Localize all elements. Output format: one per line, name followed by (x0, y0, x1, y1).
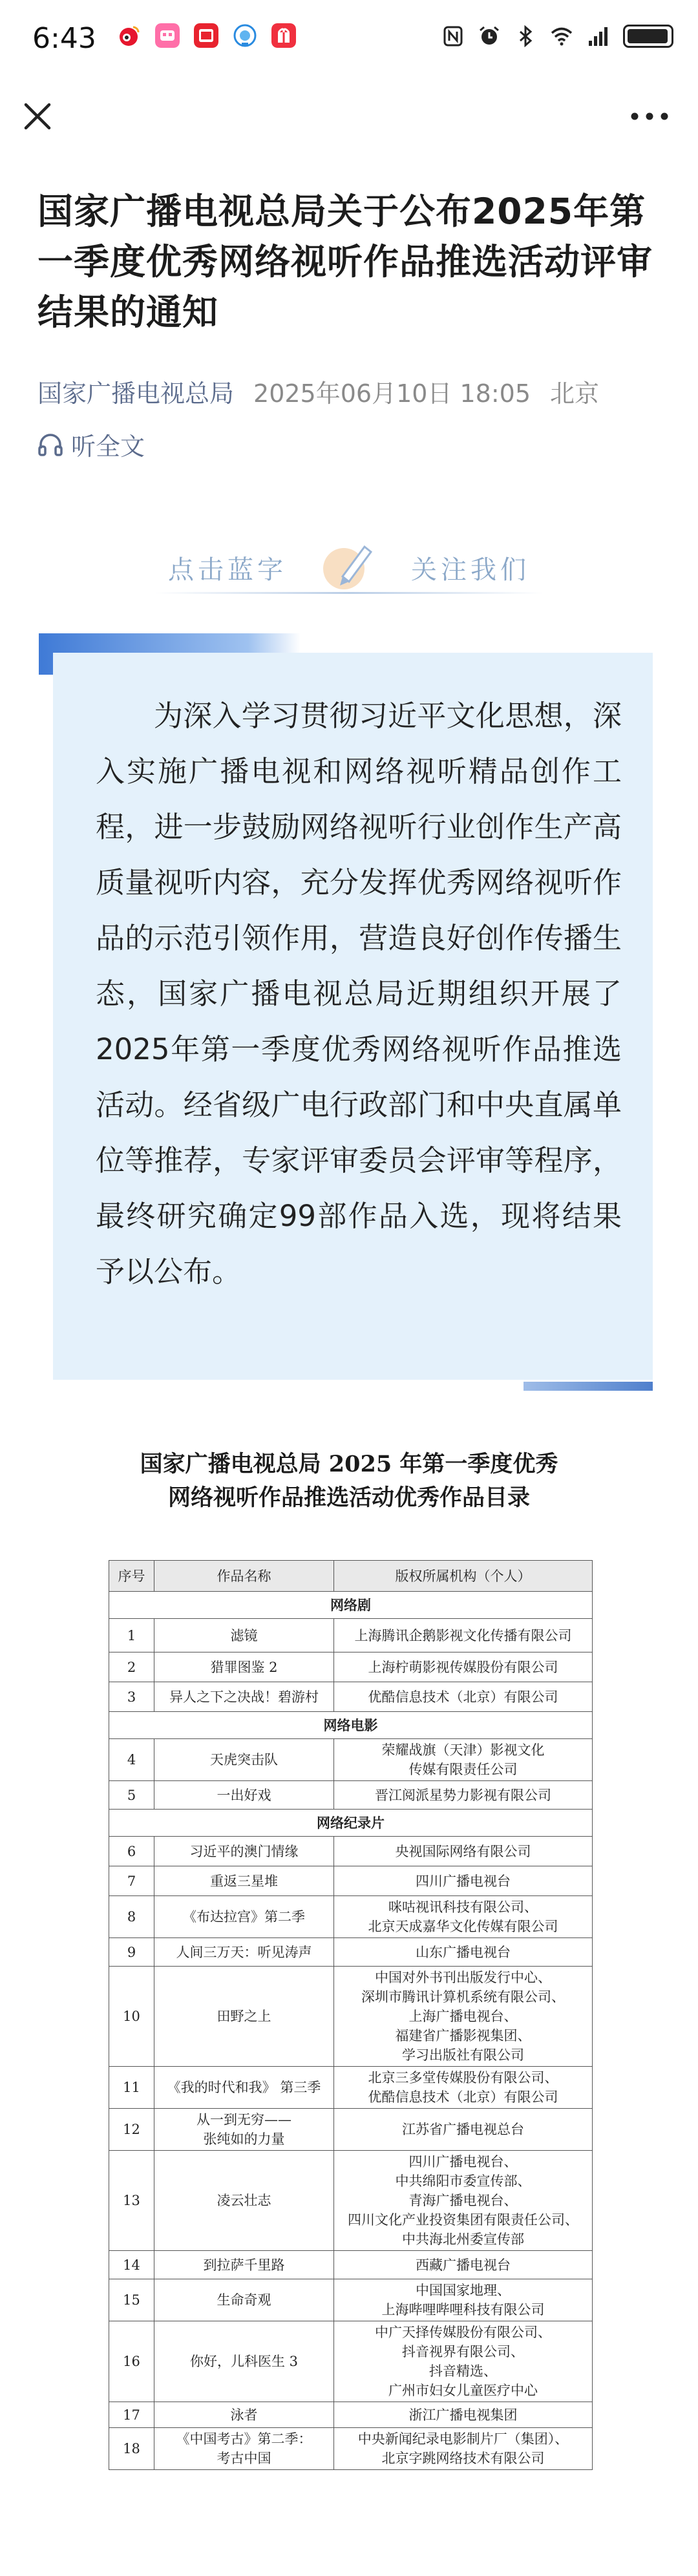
cell-no: 7 (109, 1866, 154, 1896)
cell-name: 一出好戏 (154, 1781, 334, 1810)
document-title-line1: 国家广播电视总局 2025 年第一季度优秀 (140, 1451, 558, 1477)
table-row (109, 2402, 593, 2428)
cell-no: 16 (109, 2321, 154, 2402)
article-datetime: 2025年06月10日 18:05 (253, 379, 531, 408)
header-name: 作品名称 (154, 1561, 334, 1592)
cell-org: 浙江广播电视集团 (334, 2402, 593, 2428)
wifi-icon (551, 25, 573, 47)
table-row (109, 1967, 593, 2067)
cell-org: 晋江阅派星势力影视有限公司 (334, 1781, 593, 1810)
cell-name: 生命奇观 (154, 2279, 334, 2321)
gift-app-icon (271, 23, 296, 48)
cell-org: 上海腾讯企鹅影视文化传播有限公司 (334, 1619, 593, 1652)
alarm-icon (478, 25, 500, 47)
table-row (109, 2251, 593, 2279)
cloud-app-icon (233, 23, 257, 48)
cell-no: 8 (109, 1896, 154, 1938)
cell-name: 田野之上 (154, 1967, 334, 2067)
cell-name: 猎罪图鉴 2 (154, 1652, 334, 1682)
cell-org: 中国对外书刊出版发行中心、 深圳市腾讯计算机系统有限公司、 上海广播电视台、 福建省广播影视集团、 学习出版社有限公司 (334, 1967, 593, 2067)
listen-button[interactable] (36, 427, 145, 462)
top-nav-bar (0, 78, 698, 162)
follow-right-text: 关注我们 (411, 555, 530, 585)
cell-org: 西藏广播电视台 (334, 2251, 593, 2279)
cell-name: 天虎突击队 (154, 1739, 334, 1781)
table-row (109, 1682, 593, 1712)
cell-name: 《中国考古》第二季： 考古中国 (154, 2428, 334, 2470)
cell-org: 四川广播电视台 (334, 1866, 593, 1896)
cell-name: 你好，儿科医生 3 (154, 2321, 334, 2402)
table-row (109, 1866, 593, 1896)
cell-org: 中国国家地理、 上海哔哩哔哩科技有限公司 (334, 2279, 593, 2321)
signal-icon (587, 25, 609, 47)
cell-no: 13 (109, 2151, 154, 2251)
table-row (109, 1652, 593, 1682)
table-row (109, 2279, 593, 2321)
listen-label: 听全文 (71, 432, 145, 461)
header-org: 版权所属机构（个人） (334, 1561, 593, 1592)
header-no: 序号 (109, 1561, 154, 1592)
cell-no: 9 (109, 1938, 154, 1967)
table-row (109, 2428, 593, 2470)
works-table (109, 1560, 593, 2470)
status-time: 6:43 (32, 22, 96, 55)
system-icons (442, 25, 673, 48)
cell-org: 央视国际网络有限公司 (334, 1837, 593, 1866)
article-meta (37, 374, 599, 409)
follow-divider (155, 592, 543, 594)
cell-org: 优酷信息技术（北京）有限公司 (334, 1682, 593, 1712)
table-row (109, 1896, 593, 1938)
cell-name: 习近平的澳门情缘 (154, 1837, 334, 1866)
cell-name: 《我的时代和我》 第三季 (154, 2067, 334, 2109)
cell-name: 从一到无穷—— 张纯如的力量 (154, 2109, 334, 2151)
cell-no: 17 (109, 2402, 154, 2428)
cell-org: 江苏省广播电视总台 (334, 2109, 593, 2151)
article-title: 国家广播电视总局关于公布2025年第一季度优秀网络视听作品推选活动评审结果的通知 (37, 191, 653, 333)
intro-panel (53, 653, 653, 1380)
follow-banner (155, 536, 543, 595)
cell-org: 咪咕视讯科技有限公司、 北京天成嘉华文化传媒有限公司 (334, 1896, 593, 1938)
nfc-icon (442, 25, 464, 47)
more-icon[interactable] (627, 103, 672, 129)
section-label: 网络电影 (109, 1712, 593, 1739)
cell-no: 18 (109, 2428, 154, 2470)
cell-name: 泳者 (154, 2402, 334, 2428)
table-row (109, 2321, 593, 2402)
cell-org: 山东广播电视台 (334, 1938, 593, 1967)
cell-no: 6 (109, 1837, 154, 1866)
intro-box (39, 633, 653, 1409)
cell-name: 到拉萨千里路 (154, 2251, 334, 2279)
cell-no: 10 (109, 1967, 154, 2067)
cell-no: 14 (109, 2251, 154, 2279)
close-icon[interactable] (18, 97, 57, 136)
table-row (109, 2151, 593, 2251)
cell-name: 凌云壮志 (154, 2151, 334, 2251)
table-section-row (109, 1592, 593, 1619)
table-row (109, 1837, 593, 1866)
table-row (109, 2067, 593, 2109)
battery-icon (623, 25, 673, 48)
cell-no: 12 (109, 2109, 154, 2151)
intro-paragraph: 为深入学习贯彻习近平文化思想，深入实施广播电视和网络视听精品创作工程，进一步鼓励网络视听行业创作生产高质量视听内容，充分发挥优秀网络视听作品的示范引领作用，营造良好创作传播生态，国家广播电视总局近期组织开展了2025年第一季度优秀网络视听作品推选活动。经省级广电行政部门和中央直属单位等推荐，专家评审委员会评审等程序，最终研究确定99部作品入选，现将结果予以公布。 (96, 699, 622, 1289)
weibo-icon (116, 23, 141, 48)
news-app-icon (194, 23, 218, 48)
cell-no: 3 (109, 1682, 154, 1712)
cell-org: 中广天择传媒股份有限公司、 抖音视界有限公司、 抖音精选、 广州市妇女儿童医疗中心 (334, 2321, 593, 2402)
table-section-row (109, 1712, 593, 1739)
document-title (90, 1448, 608, 1515)
headphones-icon (36, 430, 65, 459)
section-label: 网络纪录片 (109, 1810, 593, 1837)
table-row (109, 2109, 593, 2151)
table-row (109, 1619, 593, 1652)
cell-no: 4 (109, 1739, 154, 1781)
cell-name: 人间三万天：听见涛声 (154, 1938, 334, 1967)
cell-name: 重返三星堆 (154, 1866, 334, 1896)
cell-org: 荣耀战旗（天津）影视文化 传媒有限责任公司 (334, 1739, 593, 1781)
cell-name: 滤镜 (154, 1619, 334, 1652)
cell-org: 四川广播电视台、 中共绵阳市委宣传部、 青海广播电视台、 四川文化产业投资集团有限责任公司、 中共海北州委宣传部 (334, 2151, 593, 2251)
cell-no: 11 (109, 2067, 154, 2109)
table-row (109, 1739, 593, 1781)
document-title-line2: 网络视听作品推选活动优秀作品目录 (167, 1484, 530, 1511)
pencil-icon (317, 536, 381, 595)
document-image (90, 1441, 608, 2576)
cell-no: 15 (109, 2279, 154, 2321)
cell-name: 异人之下之决战！碧游村 (154, 1682, 334, 1712)
cell-org: 上海柠萌影视传媒股份有限公司 (334, 1652, 593, 1682)
table-row (109, 1781, 593, 1810)
cell-org: 中央新闻纪录电影制片厂（集团）、 北京字跳网络技术有限公司 (334, 2428, 593, 2470)
status-bar (0, 0, 698, 78)
cell-no: 5 (109, 1781, 154, 1810)
section-label: 网络剧 (109, 1592, 593, 1619)
table-body (109, 1592, 593, 2470)
notification-icons (116, 23, 296, 48)
video-app-icon (155, 23, 180, 48)
table-header-row (109, 1561, 593, 1592)
table-section-row (109, 1810, 593, 1837)
follow-left-text: 点击蓝字 (168, 555, 287, 585)
table-row (109, 1938, 593, 1967)
cell-no: 2 (109, 1652, 154, 1682)
intro-accent-bottom (524, 1382, 653, 1391)
cell-no: 1 (109, 1619, 154, 1652)
bluetooth-icon (514, 25, 536, 47)
cell-org: 北京三多堂传媒股份有限公司、 优酷信息技术（北京）有限公司 (334, 2067, 593, 2109)
article-source-link[interactable]: 国家广播电视总局 (37, 379, 235, 408)
article-location: 北京 (550, 379, 600, 408)
cell-name: 《布达拉宫》第二季 (154, 1896, 334, 1938)
